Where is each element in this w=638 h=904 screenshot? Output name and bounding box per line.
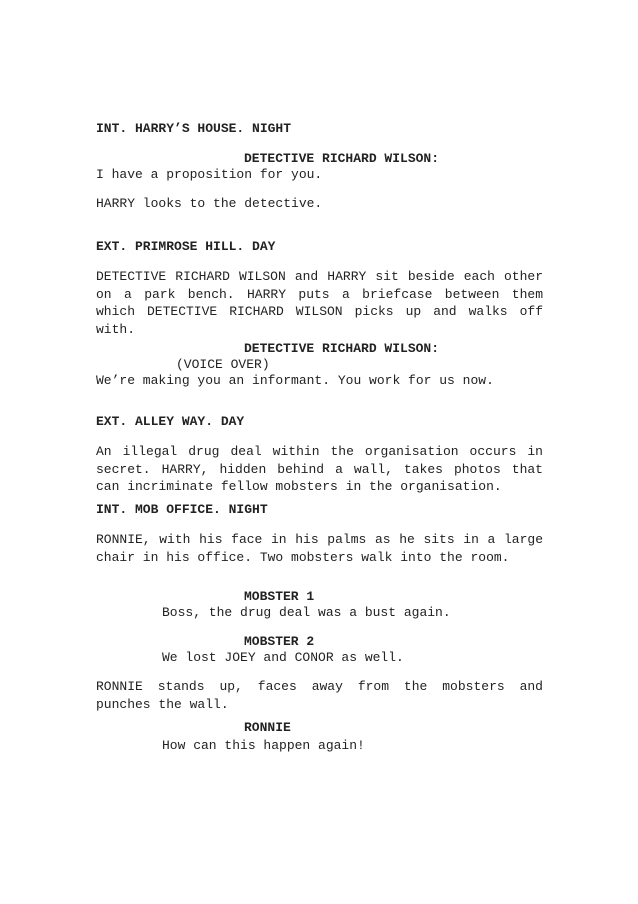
scene-heading-primrose-hill: EXT. PRIMROSE HILL. DAY [96, 239, 276, 254]
action-paragraph: RONNIE, with his face in his palms as he sits in a large chair in his office. Two mobsters walk into the room. [96, 532, 551, 565]
parenthetical: (VOICE OVER) [176, 357, 270, 372]
action-line: HARRY looks to the detective. [96, 196, 323, 211]
dialogue-line: We’re making you an informant. You work for us now. [96, 373, 494, 388]
character-cue-detective: DETECTIVE RICHARD WILSON: [244, 341, 440, 356]
action-paragraph: RONNIE stands up, faces away from the mobsters and punches the wall. [96, 679, 551, 712]
character-cue-ronnie: RONNIE [244, 720, 291, 735]
character-cue-mobster-1: MOBSTER 1 [244, 589, 315, 604]
dialogue-line: We lost JOEY and CONOR as well. [162, 650, 404, 665]
scene-heading-mob-office: INT. MOB OFFICE. NIGHT [96, 502, 268, 517]
action-paragraph: DETECTIVE RICHARD WILSON and HARRY sit beside each other on a park bench. HARRY puts a briefcase between them which DETECTIVE RICHARD WILSON picks up and walks off with. [96, 269, 551, 337]
dialogue-line: How can this happen again! [162, 738, 365, 753]
scene-heading-alley-way: EXT. ALLEY WAY. DAY [96, 414, 245, 429]
action-paragraph: An illegal drug deal within the organisation occurs in secret. HARRY, hidden behind a wall, takes photos that can incriminate fellow mobsters in the organisation. [96, 444, 551, 494]
dialogue-line: Boss, the drug deal was a bust again. [162, 605, 451, 620]
character-cue-detective: DETECTIVE RICHARD WILSON: [244, 151, 440, 166]
character-cue-mobster-2: MOBSTER 2 [244, 634, 315, 649]
scene-heading-harrys-house: INT. HARRY’S HOUSE. NIGHT [96, 121, 292, 136]
dialogue-line: I have a proposition for you. [96, 167, 323, 182]
